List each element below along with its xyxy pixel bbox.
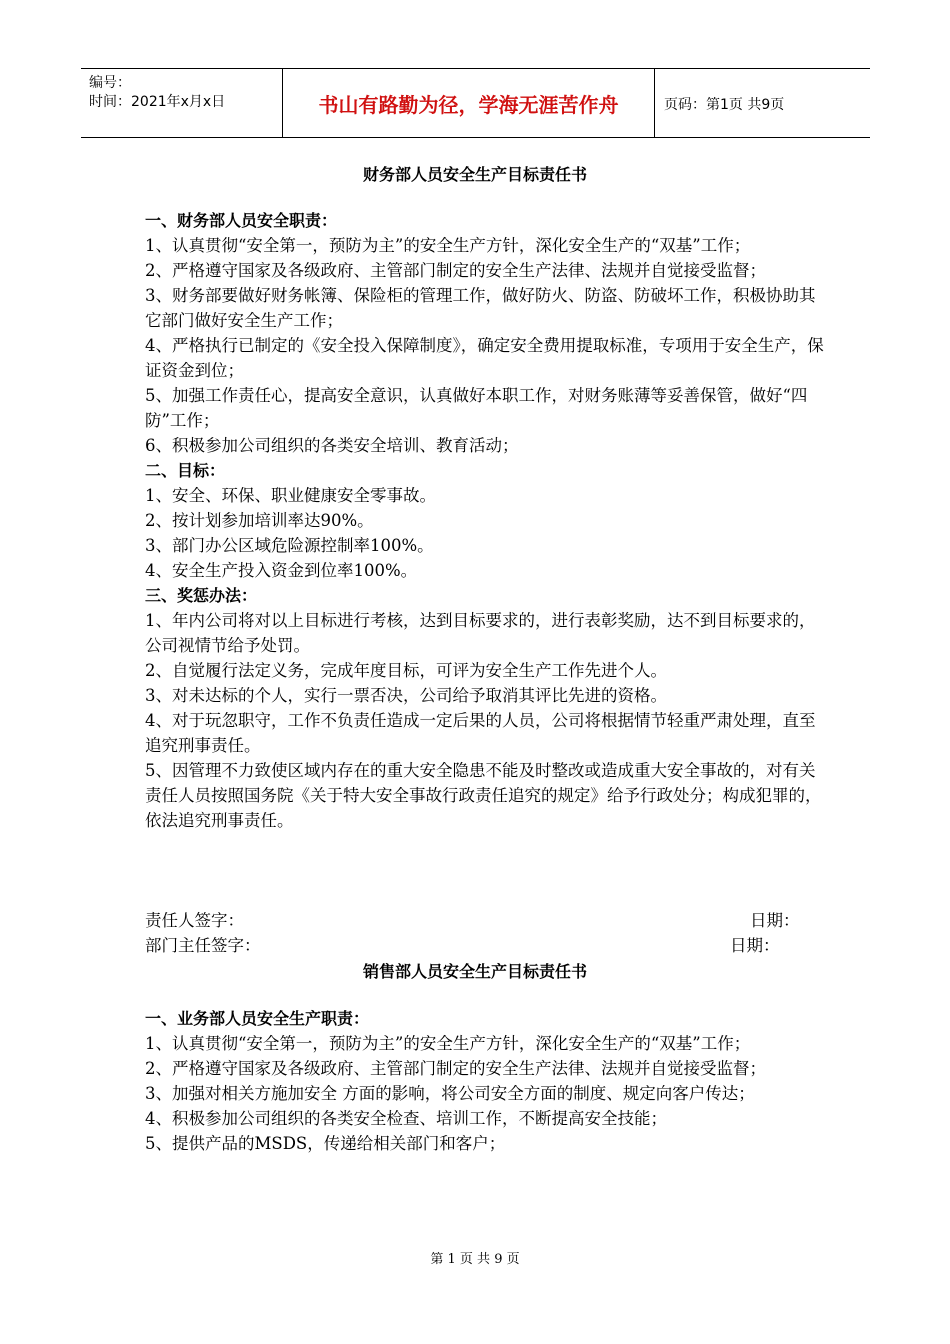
list-item: 4、积极参加公司组织的各类安全检查、培训工作，不断提高安全技能；	[145, 1109, 667, 1128]
signature-date-label: 日期：	[750, 911, 800, 930]
doc1-sec1-heading: 一、财务部人员安全职责：	[145, 211, 338, 230]
list-item: 2、按计划参加培训率达90%。	[145, 511, 374, 530]
list-item: 3、部门办公区域危险源控制率100%。	[145, 536, 434, 555]
list-item: 1、安全、环保、职业健康安全零事故。	[145, 486, 436, 505]
doc2-body	[145, 1006, 825, 1156]
number-label: 编号：	[89, 75, 131, 91]
list-item: 4、对于玩忽职守，工作不负责任造成一定后果的人员，公司将根据情节轻重严肃处理，直至追究刑事责任。	[145, 711, 816, 755]
list-item: 2、严格遵守国家及各级政府、主管部门制定的安全生产法律、法规并自觉接受监督；	[145, 1059, 766, 1078]
motto: 书山有路勤为径，学海无涯苦作舟	[282, 69, 655, 137]
doc2-sec1-heading: 一、业务部人员安全生产职责：	[145, 1009, 370, 1028]
list-item: 5、加强工作责任心，提高安全意识，认真做好本职工作，对财务账薄等妥善保管，做好“四防”工作；	[145, 386, 808, 430]
header-left-cell	[81, 69, 281, 137]
page-code: 页码：第1页 共9页	[664, 97, 785, 113]
list-item: 5、提供产品的MSDS，传递给相关部门和客户；	[145, 1134, 506, 1153]
list-item: 1、认真贯彻“安全第一，预防为主”的安全生产方针，深化安全生产的“双基”工作；	[145, 1034, 751, 1053]
list-item: 6、积极参加公司组织的各类安全培训、教育活动；	[145, 436, 519, 455]
page-footer: 第 1 页 共 9 页	[430, 1252, 520, 1267]
list-item: 5、因管理不力致使区域内存在的重大安全隐患不能及时整改或造成重大安全事故的，对有关责任人员按照国务院《关于特大安全事故行政责任追究的规定》给予行政处分；构成犯罪的，依法追究刑事责任。	[145, 761, 822, 830]
list-item: 2、自觉履行法定义务，完成年度目标，可评为安全生产工作先进个人。	[145, 661, 667, 680]
list-item: 3、对未达标的个人，实行一票否决，公司给予取消其评比先进的资格。	[145, 686, 667, 705]
signature-director-label: 部门主任签字：	[145, 936, 261, 955]
doc1-title: 财务部人员安全生产目标责任书	[362, 165, 587, 184]
list-item: 1、年内公司将对以上目标进行考核，达到目标要求的，进行表彰奖励，达不到目标要求的，公司视情节给予处罚。	[145, 611, 816, 655]
doc1-sec2-heading: 二、目标：	[145, 461, 226, 480]
doc1-body	[145, 208, 825, 833]
list-item: 4、安全生产投入资金到位率100%。	[145, 561, 418, 580]
list-item: 1、认真贯彻“安全第一，预防为主”的安全生产方针，深化安全生产的“双基”工作；	[145, 236, 751, 255]
signature-person-label: 责任人签字：	[145, 911, 244, 930]
doc2-title: 销售部人员安全生产目标责任书	[362, 962, 587, 981]
header-table	[81, 68, 870, 138]
list-item: 3、加强对相关方施加安全 方面的影响，将公司安全方面的制度、规定向客户传达；	[145, 1084, 755, 1103]
doc1-sec3-heading: 三、奖惩办法：	[145, 586, 258, 605]
list-item: 2、严格遵守国家及各级政府、主管部门制定的安全生产法律、法规并自觉接受监督；	[145, 261, 766, 280]
list-item: 4、严格执行已制定的《安全投入保障制度》，确定安全费用提取标准，专项用于安全生产，保证资金到位；	[145, 336, 824, 380]
list-item: 3、财务部要做好财务帐簿、保险柜的管理工作，做好防火、防盗、防破坏工作，积极协助其它部门做好安全生产工作；	[145, 286, 816, 330]
signature-date-label-2: 日期：	[730, 936, 780, 955]
date-label: 时间：2021年x月x日	[89, 94, 226, 110]
